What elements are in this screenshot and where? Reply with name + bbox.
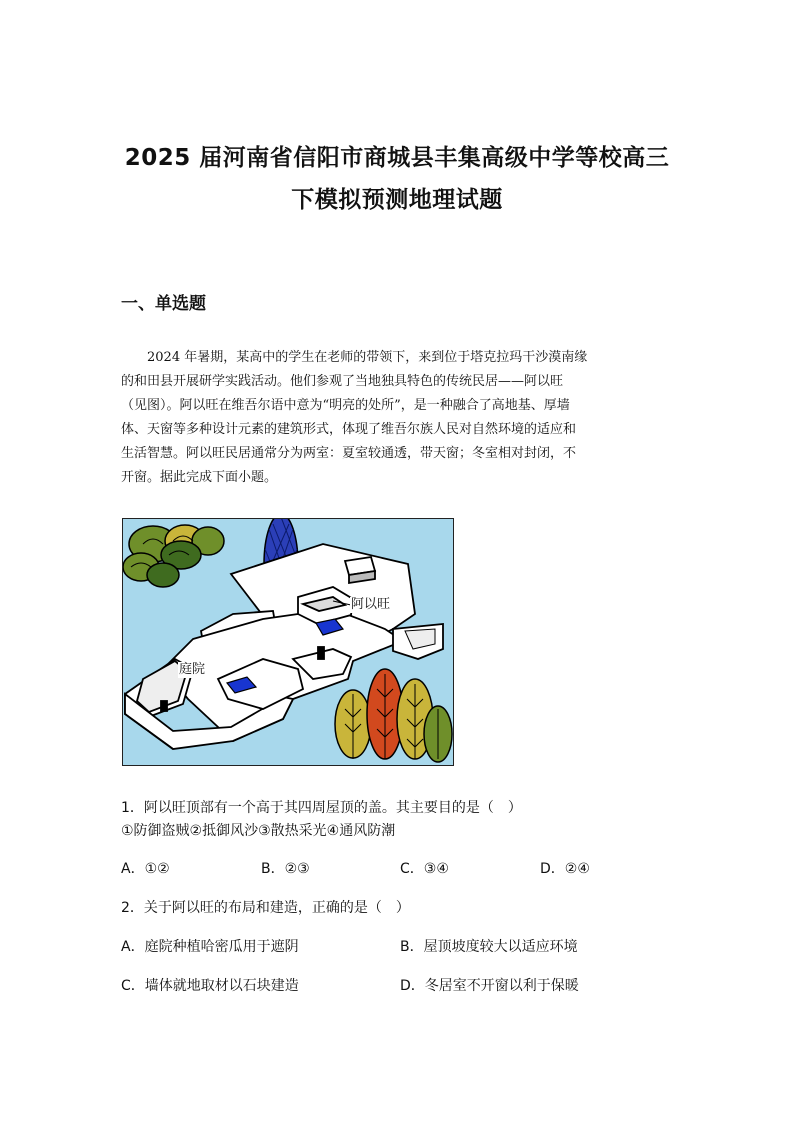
passage-line-1: 2024 年暑期，某高中的学生在老师的带领下，来到位于塔克拉玛干沙漠南缘 [147, 350, 588, 365]
passage-line-2: 的和田县开展研学实践活动。他们参观了当地独具特色的传统民居——阿以旺 [121, 374, 564, 389]
question-1-sub-items: ①防御盗贼②抵御风沙③散热采光④通风防潮 [121, 823, 396, 839]
question-2-stem: 2．关于阿以旺的布局和建造，正确的是（ ） [121, 900, 410, 916]
question-2-option-c: C．墙体就地取材以石块建造 [121, 978, 299, 994]
question-1-option-d: D．②④ [540, 861, 590, 877]
passage-line-6: 开窗。据此完成下面小题。 [121, 470, 278, 485]
tree-cluster-front-right [335, 669, 452, 762]
label-courtyard: 庭院 [179, 662, 206, 677]
ayiwang-illustration [122, 518, 454, 766]
passage-line-5: 生活智慧。阿以旺民居通常分为两室：夏室较通透，带天窗；冬室相对封闭，不 [121, 446, 577, 461]
question-1-option-c: C．③④ [400, 861, 449, 877]
question-1-stem: 1．阿以旺顶部有一个高于其四周屋顶的盖。其主要目的是（ ） [121, 800, 522, 816]
document-title-line-2: 下模拟预测地理试题 [291, 187, 503, 213]
question-1-option-b: B．②③ [261, 861, 310, 877]
section-heading: 一、单选题 [121, 294, 206, 314]
passage-line-3: （见图）。阿以旺在维吾尔语中意为“明亮的处所”，是一种融合了高地基、厚墙 [121, 398, 570, 413]
passage-line-4: 体、天窗等多种设计元素的建筑形式，体现了维吾尔族人民对自然环境的适应和 [121, 422, 577, 437]
question-2-option-a: A．庭院种植哈密瓜用于遮阴 [121, 939, 299, 955]
label-ayiwang: 阿以旺 [351, 597, 391, 612]
tree-cluster-top-left [123, 525, 224, 587]
question-2-option-d: D．冬居室不开窗以利于保暖 [400, 978, 579, 994]
document-title-line-1: 2025 届河南省信阳市商城县丰集高级中学等校高三 [124, 145, 670, 171]
question-1-option-a: A．①② [121, 861, 170, 877]
question-2-option-b: B．屋顶坡度较大以适应环境 [400, 939, 578, 955]
